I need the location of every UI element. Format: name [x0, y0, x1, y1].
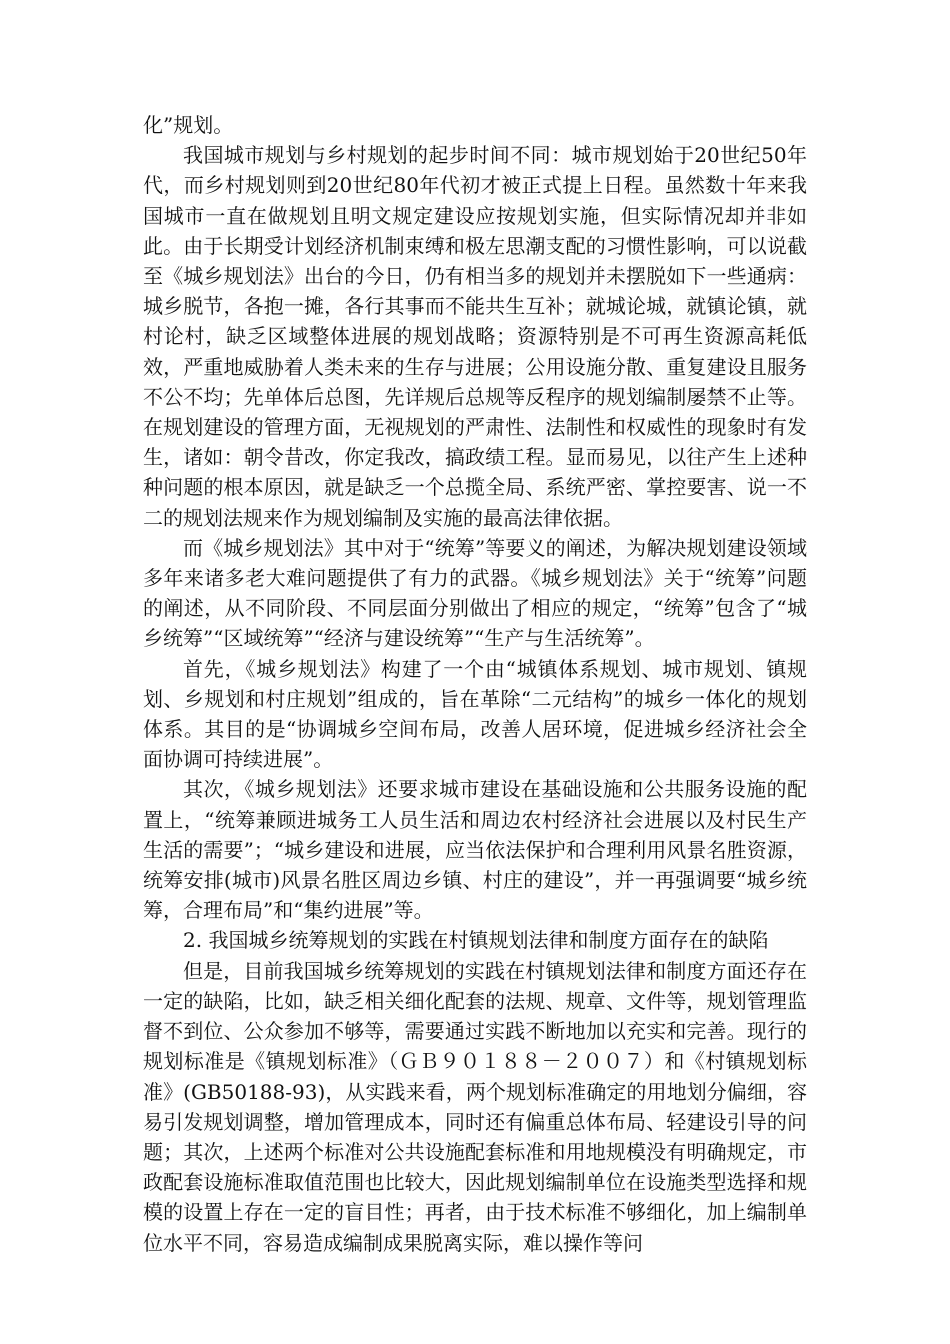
section-heading-defects: 2. 我国城乡统筹规划的实践在村镇规划法律和制度方面存在的缺陷: [183, 928, 769, 953]
paragraph-urban-rural-planning-history: 我国城市规划与乡村规划的起步时间不同：城市规划始于20世纪50年代，而乡村规划则到20世纪80年代初才被正式提上日程。虽然数十年来我国城市一直在做规划且明文规定建设应按规划实施，但实际情况却并非如此。由于长期受计划经济机制束缚和极左思潮支配的习惯性影响，可以说截至《城乡规划法》出台的今日，仍有相当多的规划并未摆脱如下一些通病：城乡脱节，各抱一摊，各行其事而不能共生互补；就城论城，就镇论镇，就村论村，缺乏区域整体进展的规划战略；资源特别是不可再生资源高耗低效，严重地威胁着人类未来的生存与进展；公用设施分散、重复建设且服务不公不均；先单体后总图，先详规后总规等反程序的规划编制屡禁不止等。在规划建设的管理方面，无视规划的严肃性、法制性和权威性的现象时有发生，诸如：朝令昔改，你定我改，搞政绩工程。显而易见，以往产生上述种种问题的根本原因，就是缺乏一个总揽全局、系统严密、掌控要害、说一不二的规划法规来作为规划编制及实施的最高法律依据。: [143, 143, 807, 530]
paragraph-first-planning-system: 首先，《城乡规划法》构建了一个由“城镇体系规划、城市规划、镇规划、乡规划和村庄规划”组成的，旨在革除“二元结构”的城乡一体化的规划体系。其目的是“协调城乡空间布局，改善人居环境，促进城乡经济社会全面协调可持续进展”。: [143, 656, 807, 772]
document-page: [143, 110, 807, 1258]
paragraph-standards-defects: 但是，目前我国城乡统筹规划的实践在村镇规划法律和制度方面还存在一定的缺陷，比如，缺乏相关细化配套的法规、规章、文件等，规划管理监督不到位、公众参加不够等，需要通过实践不断地加以充实和完善。现行的规划标准是《镇规划标准》（ＧＢ９０１８８－２００７）和《村镇规划标准》(GB50188-93)，从实践来看，两个规划标准确定的用地划分偏细，容易引发规划调整，增加管理成本，同时还有偏重总体布局、轻建设引导的问题；其次，上述两个标准对公共设施配套标准和用地规模没有明确规定，市政配套设施标准取值范围也比较大，因此规划编制单位在设施类型选择和规模的设置上存在一定的盲目性；再者，由于技术标准不够细化，加上编制单位水平不同，容易造成编制成果脱离实际，难以操作等问: [143, 958, 807, 1255]
paragraph-coordination-meaning: 而《城乡规划法》其中对于“统筹”等要义的阐述，为解决规划建设领域多年来诸多老大难问题提供了有力的武器。《城乡规划法》关于“统筹”问题的阐述，从不同阶段、不同层面分别做出了相应的规定，“统筹”包含了“城乡统筹”“区域统筹”“经济与建设统筹”“生产与生活统筹”。: [143, 535, 807, 651]
paragraph-continuation: 化”规划。: [143, 113, 234, 137]
paragraph-second-facilities: 其次，《城乡规划法》还要求城市建设在基础设施和公共服务设施的配置上，“统筹兼顾进城务工人员生活和周边农村经济社会进展以及村民生产生活的需要”；“城乡建设和进展，应当依法保护和合理利用风景名胜资源，统筹安排(城市)风景名胜区周边乡镇、村庄的建设”，并一再强调要“城乡统筹，合理布局”和“集约进展”等。: [143, 777, 807, 923]
